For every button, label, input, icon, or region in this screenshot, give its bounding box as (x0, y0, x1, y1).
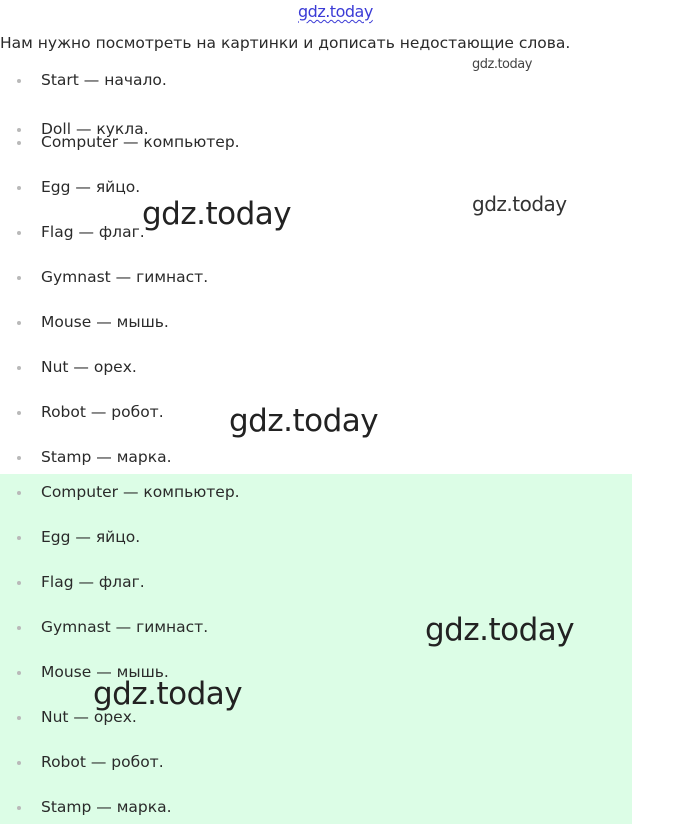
watermark: gdz.today (229, 403, 379, 439)
bullet-icon (17, 491, 21, 495)
list-item-text: Computer — компьютер. (41, 483, 240, 501)
list-item-text: Nut — орех. (41, 358, 137, 376)
bullet-icon (17, 79, 21, 83)
watermark: gdz.today (93, 676, 243, 712)
bullet-icon (17, 141, 21, 145)
list-item-text: Egg — яйцо. (41, 528, 141, 546)
list-item-text: Stamp — марка. (41, 448, 172, 466)
list-item-text: Computer — компьютер. (41, 133, 240, 151)
bullet-icon (17, 671, 21, 675)
bullet-icon (17, 276, 21, 280)
list-item-text: Stamp — марка. (41, 798, 172, 816)
list-item-text: Mouse — мышь. (41, 663, 169, 681)
list-item-text: Flag — флаг. (41, 223, 145, 241)
watermark: gdz.today (472, 57, 532, 72)
list-item-text: Egg — яйцо. (41, 178, 141, 196)
bullet-icon (17, 366, 21, 370)
list-item-text: Mouse — мышь. (41, 313, 169, 331)
bullet-icon (17, 128, 21, 132)
task-instruction: Нам нужно посмотреть на картинки и дописать недостающие слова. (0, 34, 571, 52)
bullet-icon (17, 411, 21, 415)
list-item-text: Flag — флаг. (41, 573, 145, 591)
watermark: gdz.today (425, 612, 575, 648)
clipped-list-row (0, 112, 680, 138)
bullet-icon (17, 231, 21, 235)
list-item-text: Nut — орех. (41, 708, 137, 726)
list-item-text: Robot — робот. (41, 403, 164, 421)
list-item-text: Robot — робот. (41, 753, 164, 771)
bullet-icon (17, 806, 21, 810)
bullet-icon (17, 761, 21, 765)
list-item-text: Gymnast — гимнаст. (41, 268, 209, 286)
bullet-icon (17, 536, 21, 540)
bullet-icon (17, 186, 21, 190)
bullet-icon (17, 321, 21, 325)
bullet-icon (17, 456, 21, 460)
list-item-text: Doll — кукла. (41, 120, 149, 138)
bullet-icon (17, 716, 21, 720)
bullet-icon (17, 626, 21, 630)
list-item-text: Start — начало. (41, 71, 167, 89)
watermark: gdz.today (472, 192, 567, 216)
watermark: gdz.today (142, 196, 292, 232)
list-item-text: Gymnast — гимнаст. (41, 618, 209, 636)
bullet-icon (17, 581, 21, 585)
site-logo[interactable]: gdz.today (298, 2, 373, 21)
